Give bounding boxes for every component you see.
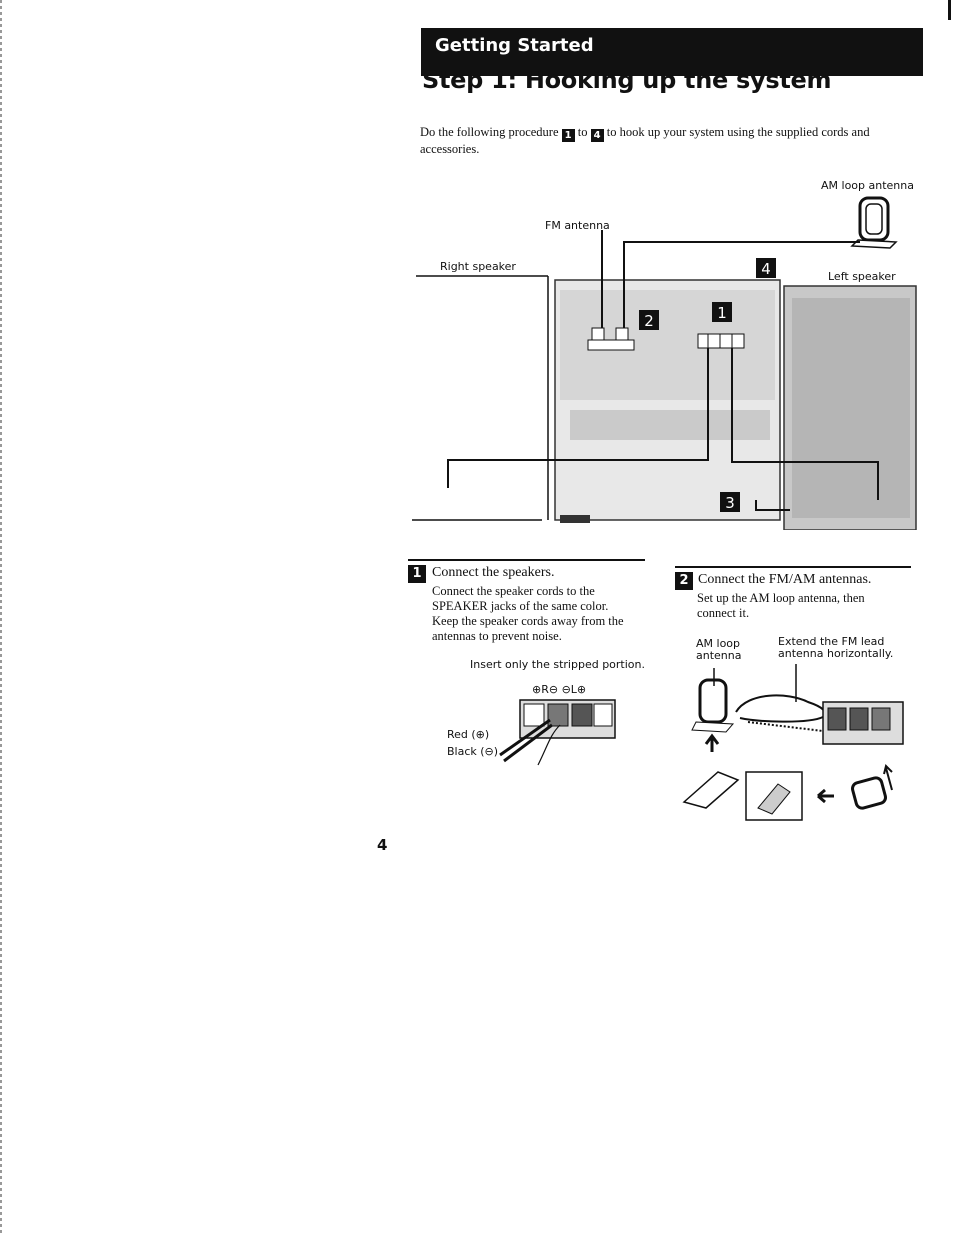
step2-line: Set up the AM loop antenna, then [697, 591, 865, 605]
marker-4: 4 [761, 260, 771, 278]
step1-line: Keep the speaker cords away from the [432, 614, 624, 628]
intro-text-start: Do the following procedure [420, 125, 559, 139]
left-speaker-illustration [784, 286, 916, 530]
am-loop-antenna-label: AM loop antenna [821, 179, 914, 192]
step1-line: SPEAKER jacks of the same color. [432, 599, 609, 613]
step2-rule [675, 566, 911, 568]
page-number: 4 [377, 836, 388, 854]
step2-line: connect it. [697, 606, 750, 620]
speaker-jack-illustration [490, 695, 620, 770]
step1-number: 1 [408, 565, 426, 583]
step2-body [697, 591, 907, 621]
step2-number: 2 [675, 572, 693, 590]
fm-lead-caption-line: antenna horizontally. [778, 647, 894, 660]
step-marker-last: 4 [591, 129, 604, 142]
fm-lead-caption [778, 636, 893, 660]
fm-lead-caption-line: Extend the FM lead [778, 635, 885, 648]
hookup-diagram [410, 170, 920, 530]
step1-body [432, 584, 647, 644]
intro-paragraph [420, 125, 910, 156]
step1-title: Connect the speakers. [432, 565, 555, 580]
right-speaker-illustration [412, 276, 548, 520]
step-marker-first: 1 [562, 129, 575, 142]
black-wire-label: Black (⊖) [447, 745, 499, 758]
insert-note: Insert only the stripped portion. [470, 658, 645, 671]
am-loop-caption [696, 638, 741, 662]
marker-3: 3 [725, 494, 735, 512]
red-wire-label: Red (⊕) [447, 728, 490, 741]
am-loop-caption-line: antenna [696, 649, 742, 662]
section-title: Getting Started [435, 35, 594, 56]
scan-mark [948, 0, 951, 20]
step1-line: Connect the speaker cords to the [432, 584, 595, 598]
page-title: Step 1: Hooking up the system [422, 66, 832, 94]
left-speaker-label: Left speaker [828, 270, 896, 283]
marker-2: 2 [644, 312, 654, 330]
scan-edge [0, 0, 2, 1233]
marker-1: 1 [717, 304, 727, 322]
stereo-unit-rear [555, 280, 780, 523]
jack-polarity-labels: ⊕R⊖ ⊖L⊕ [532, 683, 587, 696]
antenna-setup-illustration [678, 662, 918, 827]
step2-title: Connect the FM/AM antennas. [698, 572, 872, 587]
intro-text-end: to hook up your system using the supplied cords and accessories. [420, 125, 870, 156]
right-speaker-label: Right speaker [440, 260, 516, 273]
fm-antenna-label: FM antenna [545, 219, 610, 232]
am-loop-antenna-icon [852, 198, 896, 248]
step1-line: antennas to prevent noise. [432, 629, 562, 643]
step1-rule [408, 559, 645, 561]
intro-text-mid: to [577, 125, 588, 139]
am-loop-caption-line: AM loop [696, 637, 741, 650]
